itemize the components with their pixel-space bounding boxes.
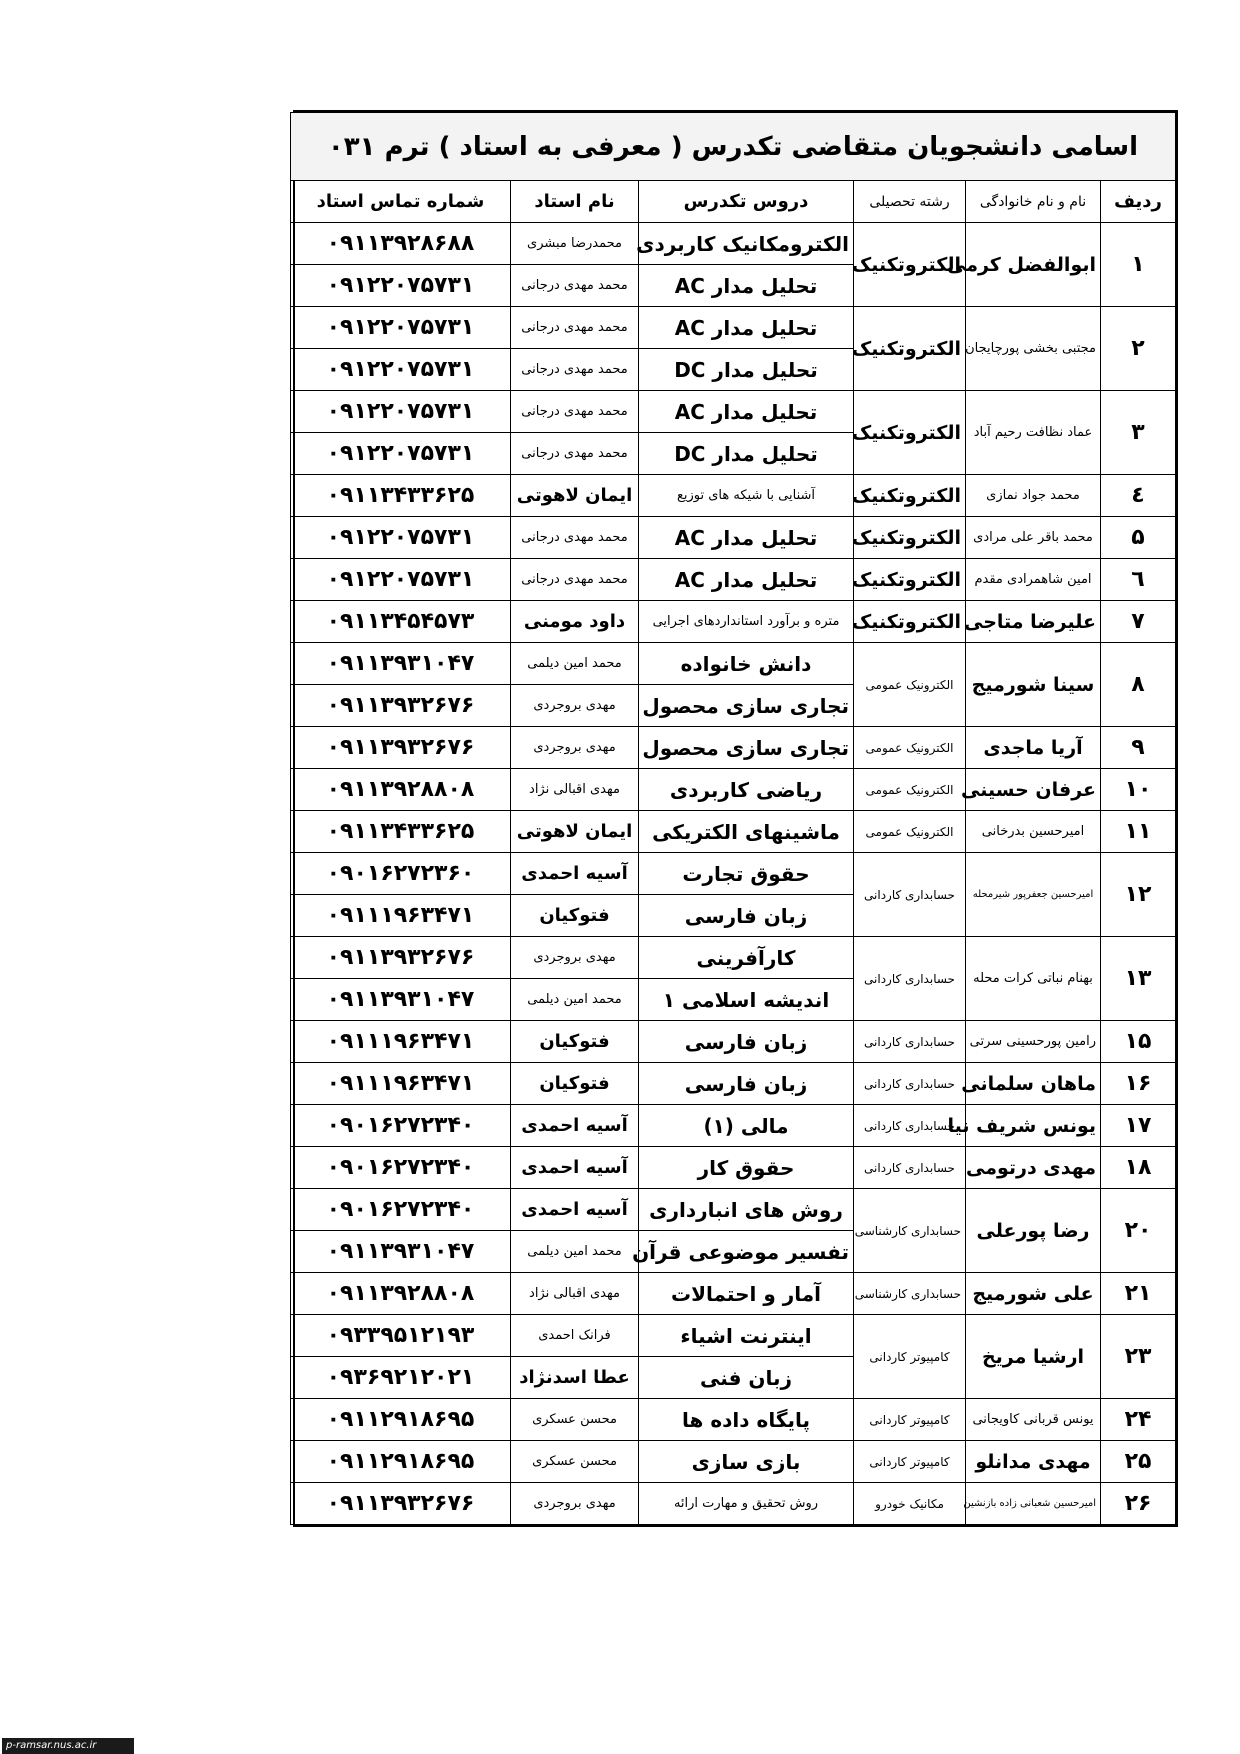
teacher-name: محمدرضا مبشری — [511, 223, 639, 265]
teacher-name: محمد امین دیلمی — [511, 643, 639, 685]
table-row — [290, 1483, 1175, 1525]
row-number: ۱۸ — [1101, 1147, 1176, 1189]
student-field: حسابداری کاردانی — [854, 1105, 966, 1147]
row-number: ۲۵ — [1101, 1441, 1176, 1483]
table-row — [290, 1315, 1175, 1357]
course-name: آمار و احتمالات — [639, 1273, 854, 1315]
student-field: الکتروتکنیک — [854, 601, 966, 643]
teacher-phone: ۰۹۱۱۳۹۳۲۶۷۶ — [290, 685, 510, 727]
row-number: ۱۰ — [1101, 769, 1176, 811]
row-number: ٤ — [1101, 475, 1176, 517]
table-row — [290, 223, 1175, 265]
teacher-phone: ۰۹۰۱۶۲۷۲۳۴۰ — [290, 1105, 510, 1147]
course-name: الکترومکانیک کاربردی — [639, 223, 854, 265]
teacher-phone: ۰۹۱۱۳۹۲۸۸۰۸ — [290, 1273, 510, 1315]
header-teacher: نام استاد — [511, 181, 639, 223]
student-name: امیرحسین جعفرپور شیرمحله — [966, 853, 1101, 937]
teacher-name: محمد مهدی درجانی — [511, 391, 639, 433]
teacher-phone: ۰۹۱۱۳۴۵۴۵۷۳ — [290, 601, 510, 643]
row-number: ۱۱ — [1101, 811, 1176, 853]
course-name: آشنایی با شیکه های توزیع — [639, 475, 854, 517]
teacher-phone: ۰۹۱۱۱۹۶۳۴۷۱ — [290, 1021, 510, 1063]
students-table — [290, 112, 1176, 1525]
student-name: مجتبی بخشی پورچایجان — [966, 307, 1101, 391]
row-number: ۵ — [1101, 517, 1176, 559]
teacher-phone: ۰۹۱۲۲۰۷۵۷۳۱ — [290, 349, 510, 391]
table-row — [290, 601, 1175, 643]
table-row — [290, 1189, 1175, 1231]
row-number: ۸ — [1101, 643, 1176, 727]
teacher-phone: ۰۹۱۱۳۹۳۱۰۴۷ — [290, 1231, 510, 1273]
course-name: اینترنت اشیاء — [639, 1315, 854, 1357]
teacher-name: آسیه احمدی — [511, 1147, 639, 1189]
course-name: اندیشه اسلامی ۱ — [639, 979, 854, 1021]
row-number: ۱۳ — [1101, 937, 1176, 1021]
teacher-name: مهدی بروجردی — [511, 727, 639, 769]
teacher-name: فتوکیان — [511, 1063, 639, 1105]
teacher-phone: ۰۹۱۱۳۹۳۱۰۴۷ — [290, 643, 510, 685]
row-number: ۲۴ — [1101, 1399, 1176, 1441]
row-number: ۱۵ — [1101, 1021, 1176, 1063]
student-name: رامین پورحسینی سرتی — [966, 1021, 1101, 1063]
student-name: یونس شریف نیا — [966, 1105, 1101, 1147]
student-name: امین شاهمرادی مقدم — [966, 559, 1101, 601]
student-field: الکترونیک عمومی — [854, 811, 966, 853]
teacher-name: داود مومنی — [511, 601, 639, 643]
table-row — [290, 307, 1175, 349]
course-name: ریاضی کاربردی — [639, 769, 854, 811]
student-field: الکترونیک عمومی — [854, 727, 966, 769]
teacher-name: عطا اسدنژاد — [511, 1357, 639, 1399]
student-name: علیرضا متاجی — [966, 601, 1101, 643]
header-course: دروس تکدرس — [639, 181, 854, 223]
row-number: ۲۰ — [1101, 1189, 1176, 1273]
student-name: امیرحسین شعبانی زاده بازنشین — [966, 1483, 1101, 1525]
course-name: تحلیل مدار AC — [639, 265, 854, 307]
teacher-phone: ۰۹۱۲۲۰۷۵۷۳۱ — [290, 433, 510, 475]
teacher-name: آسیه احمدی — [511, 853, 639, 895]
row-number: ۳ — [1101, 391, 1176, 475]
teacher-name: مهدی بروجردی — [511, 685, 639, 727]
teacher-phone: ۰۹۱۱۳۹۲۸۸۰۸ — [290, 769, 510, 811]
course-name: تحلیل مدار AC — [639, 391, 854, 433]
teacher-name: محمد امین دیلمی — [511, 1231, 639, 1273]
header-name: نام و نام خانوادگی — [966, 181, 1101, 223]
student-name: ابوالفضل کرمی — [966, 223, 1101, 307]
table-row — [290, 475, 1175, 517]
row-number: ۲ — [1101, 307, 1176, 391]
student-name: مهدی مدانلو — [966, 1441, 1101, 1483]
student-name: عرفان حسینی — [966, 769, 1101, 811]
teacher-phone: ۰۹۳۳۹۵۱۲۱۹۳ — [290, 1315, 510, 1357]
student-name: رضا پورعلی — [966, 1189, 1101, 1273]
teacher-name: مهدی بروجردی — [511, 1483, 639, 1525]
student-field: حسابداری کاردانی — [854, 937, 966, 1021]
course-name: تحلیل مدار AC — [639, 559, 854, 601]
teacher-phone: ۰۹۱۲۲۰۷۵۷۳۱ — [290, 559, 510, 601]
teacher-phone: ۰۹۱۱۳۹۳۲۶۷۶ — [290, 1483, 510, 1525]
student-field: حسابداری کاردانی — [854, 1147, 966, 1189]
teacher-phone: ۰۹۱۱۲۹۱۸۶۹۵ — [290, 1441, 510, 1483]
teacher-phone: ۰۹۱۱۳۴۳۳۶۲۵ — [290, 811, 510, 853]
teacher-phone: ۰۹۰۱۶۲۷۲۳۴۰ — [290, 1189, 510, 1231]
table-row — [290, 1441, 1175, 1483]
teacher-phone: ۰۹۱۱۱۹۶۳۴۷۱ — [290, 895, 510, 937]
table-row — [290, 391, 1175, 433]
table-row — [290, 643, 1175, 685]
row-number: ۱۷ — [1101, 1105, 1176, 1147]
row-number: ۱ — [1101, 223, 1176, 307]
teacher-name: ایمان لاهوتی — [511, 811, 639, 853]
teacher-name: مهدی اقبالی نژاد — [511, 769, 639, 811]
teacher-name: محمد مهدی درجانی — [511, 517, 639, 559]
student-field: الکتروتکنیک — [854, 517, 966, 559]
teacher-name: محمد مهدی درجانی — [511, 307, 639, 349]
table-row — [290, 937, 1175, 979]
student-field: الکتروتکنیک — [854, 559, 966, 601]
row-number: ۲۱ — [1101, 1273, 1176, 1315]
site-logo — [2, 1738, 134, 1754]
teacher-name: مهدی اقبالی نژاد — [511, 1273, 639, 1315]
teacher-name: فتوکیان — [511, 1021, 639, 1063]
teacher-phone: ۰۹۱۲۲۰۷۵۷۳۱ — [290, 391, 510, 433]
students-table-sheet — [293, 110, 1178, 1527]
teacher-name: محسن عسکری — [511, 1399, 639, 1441]
course-name: زبان فنی — [639, 1357, 854, 1399]
student-field: الکتروتکنیک — [854, 391, 966, 475]
teacher-phone: ۰۹۱۲۲۰۷۵۷۳۱ — [290, 517, 510, 559]
course-name: کارآفرینی — [639, 937, 854, 979]
table-row — [290, 811, 1175, 853]
student-name: عماد نظافت رحیم آباد — [966, 391, 1101, 475]
student-name: ماهان سلمانی — [966, 1063, 1101, 1105]
course-name: تحلیل مدار DC — [639, 433, 854, 475]
site-logo-text: p-ramsar.nus.ac.ir — [6, 1740, 97, 1751]
teacher-name: محمد امین دیلمی — [511, 979, 639, 1021]
teacher-phone: ۰۹۱۱۳۴۳۳۶۲۵ — [290, 475, 510, 517]
row-number: ۷ — [1101, 601, 1176, 643]
course-name: تجاری سازی محصول — [639, 685, 854, 727]
course-name: تحلیل مدار DC — [639, 349, 854, 391]
header-phone: شماره تماس استاد — [290, 181, 510, 223]
teacher-name: محمد مهدی درجانی — [511, 265, 639, 307]
student-field: حسابداری کاردانی — [854, 853, 966, 937]
course-name: حقوق کار — [639, 1147, 854, 1189]
student-field: حسابداری کاردانی — [854, 1063, 966, 1105]
teacher-phone: ۰۹۱۱۳۹۳۲۶۷۶ — [290, 727, 510, 769]
course-name: زبان فارسی — [639, 1021, 854, 1063]
student-field: حسابداری کاردانی — [854, 1021, 966, 1063]
table-row — [290, 727, 1175, 769]
student-name: علی شورمیج — [966, 1273, 1101, 1315]
teacher-phone: ۰۹۳۶۹۲۱۲۰۲۱ — [290, 1357, 510, 1399]
student-name: امیرحسین بدرخانی — [966, 811, 1101, 853]
course-name: حقوق تجارت — [639, 853, 854, 895]
teacher-phone: ۰۹۰۱۶۲۷۲۳۴۰ — [290, 1147, 510, 1189]
student-field: الکتروتکنیک — [854, 307, 966, 391]
teacher-name: محمد مهدی درجانی — [511, 559, 639, 601]
course-name: روش های انبارداری — [639, 1189, 854, 1231]
table-row — [290, 1147, 1175, 1189]
course-name: زبان فارسی — [639, 1063, 854, 1105]
page-title: اسامی دانشجویان متقاضی تکدرس ( معرفی به استاد ) ترم ۰۳۱ — [290, 113, 1175, 181]
student-field: الکترونیک عمومی — [854, 643, 966, 727]
table-row — [290, 1105, 1175, 1147]
student-name: محمد باقر علی مرادی — [966, 517, 1101, 559]
teacher-phone: ۰۹۰۱۶۲۷۲۳۶۰ — [290, 853, 510, 895]
table-row — [290, 1399, 1175, 1441]
student-field: مکانیک خودرو — [854, 1483, 966, 1525]
header-row — [290, 181, 1175, 223]
student-name: مهدی درتومی — [966, 1147, 1101, 1189]
course-name: ماشینهای الکتریکی — [639, 811, 854, 853]
course-name: تحلیل مدار AC — [639, 517, 854, 559]
teacher-name: آسیه احمدی — [511, 1189, 639, 1231]
student-name: بهنام نباتی کرات محله — [966, 937, 1101, 1021]
row-number: ۹ — [1101, 727, 1176, 769]
table-row — [290, 853, 1175, 895]
student-field: حسابداری کارشناسی — [854, 1189, 966, 1273]
table-row — [290, 1063, 1175, 1105]
student-field: کامپیوتر کاردانی — [854, 1399, 966, 1441]
student-field: الکتروتکنیک — [854, 223, 966, 307]
teacher-phone: ۰۹۱۲۲۰۷۵۷۳۱ — [290, 265, 510, 307]
course-name: تحلیل مدار AC — [639, 307, 854, 349]
teacher-name: محمد مهدی درجانی — [511, 349, 639, 391]
table-body — [290, 223, 1175, 1525]
teacher-name: فرانک احمدی — [511, 1315, 639, 1357]
table-row — [290, 517, 1175, 559]
table-row — [290, 769, 1175, 811]
teacher-phone: ۰۹۱۱۱۹۶۳۴۷۱ — [290, 1063, 510, 1105]
row-number: ۲۶ — [1101, 1483, 1176, 1525]
student-field: الکترونیک عمومی — [854, 769, 966, 811]
teacher-phone: ۰۹۱۱۳۹۳۱۰۴۷ — [290, 979, 510, 1021]
table-row — [290, 1021, 1175, 1063]
teacher-name: مهدی بروجردی — [511, 937, 639, 979]
course-name: پایگاه داده ها — [639, 1399, 854, 1441]
course-name: زبان فارسی — [639, 895, 854, 937]
student-field: کامپیوتر کاردانی — [854, 1315, 966, 1399]
row-number: ۲۳ — [1101, 1315, 1176, 1399]
student-name: آریا ماجدی — [966, 727, 1101, 769]
header-row-number: ردیف — [1101, 181, 1176, 223]
student-name: سینا شورمیج — [966, 643, 1101, 727]
course-name: متره و برآورد استانداردهای اجرایی — [639, 601, 854, 643]
student-name: محمد جواد نمازی — [966, 475, 1101, 517]
course-name: دانش خانواده — [639, 643, 854, 685]
teacher-phone: ۰۹۱۱۳۹۳۲۶۷۶ — [290, 937, 510, 979]
course-name: تجاری سازی محصول — [639, 727, 854, 769]
row-number: ۱۲ — [1101, 853, 1176, 937]
teacher-name: ایمان لاهوتی — [511, 475, 639, 517]
course-name: مالی (۱) — [639, 1105, 854, 1147]
row-number: ٦ — [1101, 559, 1176, 601]
student-name: ارشیا مریخ — [966, 1315, 1101, 1399]
table-row — [290, 559, 1175, 601]
student-name: یونس قربانی کاویجانی — [966, 1399, 1101, 1441]
student-field: کامپیوتر کاردانی — [854, 1441, 966, 1483]
teacher-name: فتوکیان — [511, 895, 639, 937]
teacher-name: محسن عسکری — [511, 1441, 639, 1483]
teacher-phone: ۰۹۱۲۲۰۷۵۷۳۱ — [290, 307, 510, 349]
teacher-phone: ۰۹۱۱۲۹۱۸۶۹۵ — [290, 1399, 510, 1441]
table-row — [290, 1273, 1175, 1315]
row-number: ۱۶ — [1101, 1063, 1176, 1105]
course-name: بازی سازی — [639, 1441, 854, 1483]
course-name: تفسیر موضوعی قرآن — [639, 1231, 854, 1273]
teacher-name: آسیه احمدی — [511, 1105, 639, 1147]
teacher-phone: ۰۹۱۱۳۹۲۸۶۸۸ — [290, 223, 510, 265]
teacher-name: محمد مهدی درجانی — [511, 433, 639, 475]
header-field: رشته تحصیلی — [854, 181, 966, 223]
student-field: الکتروتکنیک — [854, 475, 966, 517]
course-name: روش تحقیق و مهارت ارائه — [639, 1483, 854, 1525]
student-field: حسابداری کارشناسی — [854, 1273, 966, 1315]
